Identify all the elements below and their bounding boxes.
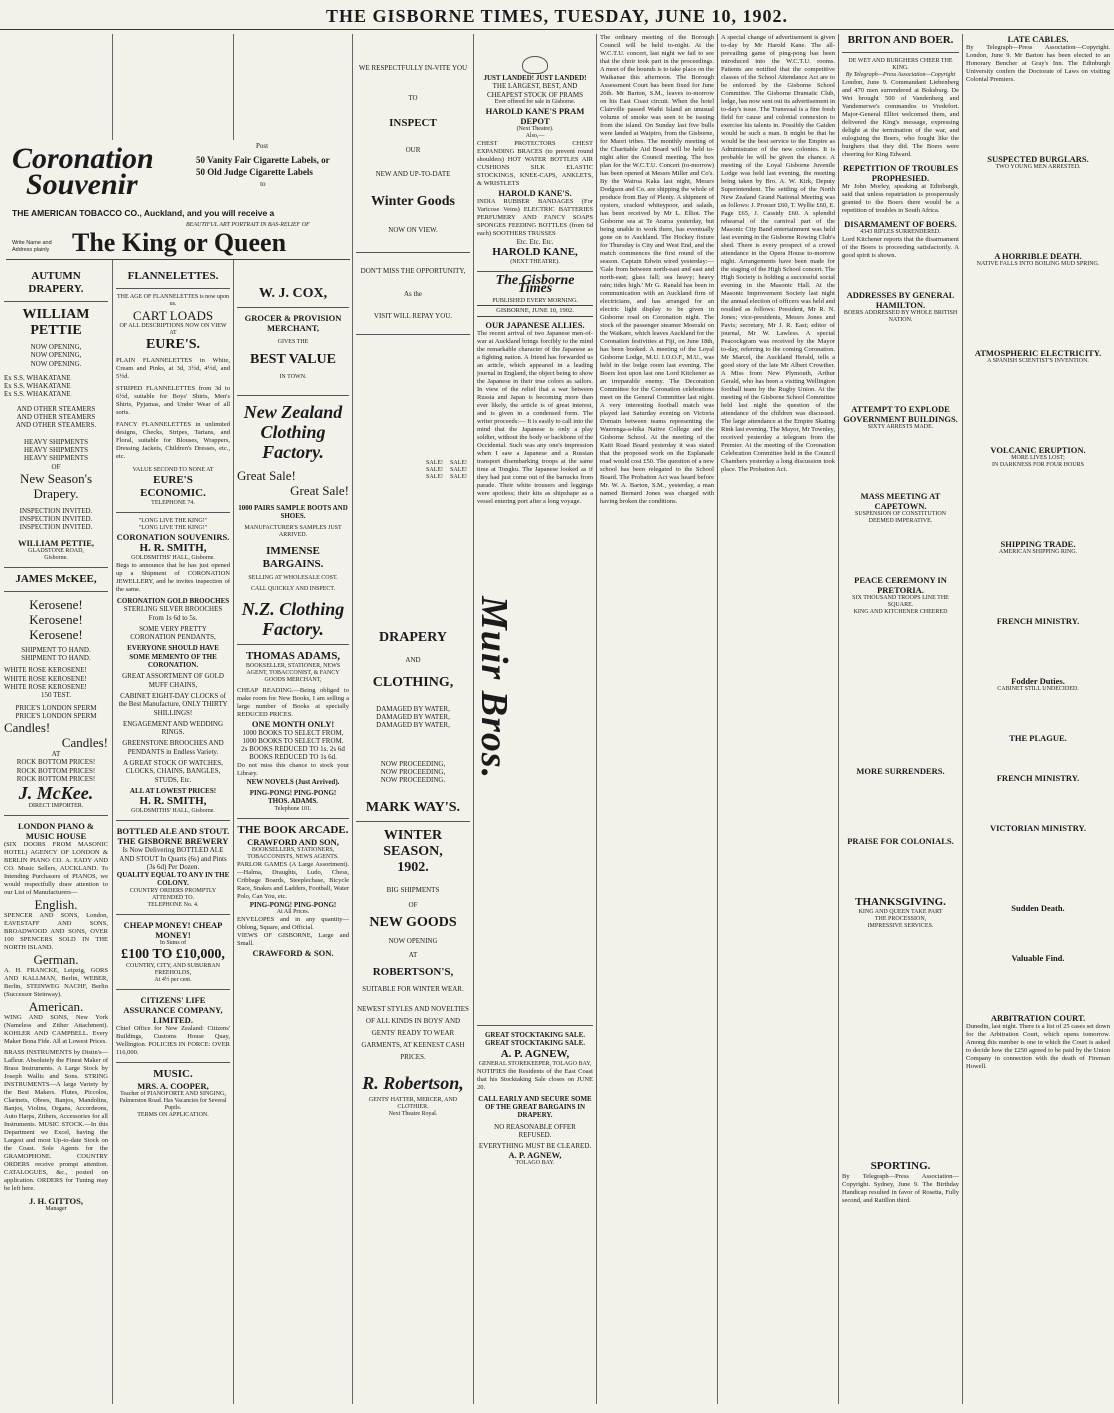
next-theatre: (Next Theatre).	[516, 125, 554, 132]
drapery-heading: DRAPERY	[379, 630, 447, 646]
spanish-sub: A SPANISH SCIENTIST'S INVENTION.	[987, 358, 1089, 364]
manager-label: Manager	[45, 1206, 67, 1213]
smith-heading: H. R. SMITH,	[139, 542, 207, 554]
markways-heading: MARK WAY'S.	[365, 800, 461, 816]
cheap-reading-text: CHEAP READING.—Being obliged to make room for New Books, I am selling a large number of Books at specially REDUCED PRICES.	[237, 686, 349, 718]
to-line: TO	[408, 94, 418, 103]
editorial-heading: OUR JAPANESE ALLIES.	[485, 320, 585, 331]
cart-loads-sub: OF ALL DESCRIPTIONS NOW ON VIEW AT	[119, 323, 227, 336]
visit-line: VISIT WILL REPAY YOU.	[373, 312, 453, 321]
king-queen-sub: KING AND QUEEN TAKE PART	[858, 909, 943, 915]
kerosene-1: Kerosene!	[29, 596, 83, 612]
sale-word: SALE!	[450, 467, 467, 474]
call-line: CALL QUICKLY AND INSPECT.	[250, 585, 336, 592]
everyone-line: EVERYONE SHOULD HAVE SOME MEMENTO OF THE CORONATION.	[127, 644, 219, 670]
crawford-signature: CRAWFORD & SON.	[252, 947, 334, 958]
robertson-signature: R. Robertson,	[362, 1072, 464, 1093]
prices-all-line: At All Prices.	[276, 908, 310, 915]
sale-block-2	[450, 460, 470, 481]
percent-line: At 4½ per cent.	[154, 976, 192, 983]
novels-line: NEW NOVELS (Just Arrived).	[246, 777, 340, 786]
views-line: VIEWS OF GISBORNE, Large and Small.	[237, 931, 349, 947]
harold-depot-heading: HAROLD KANE'S PRAM DEPOT	[485, 105, 585, 126]
gittos-signature: J. H. GITTOS,	[29, 1196, 83, 1207]
sudden-death-heading: Sudden Death.	[1011, 903, 1065, 913]
suspension-sub: SUSPENSION OF CONSTITUTION DEEMED IMPERATIVE.	[854, 511, 946, 524]
reduced-line: 2s BOOKS REDUCED TO 1s. 2s 6d BOOKS REDUCED TO 1s 6d.	[241, 745, 345, 762]
pettie-name-2: PETTIE	[30, 323, 82, 338]
price-sperm-line: PRICE'S LONDON SPERM	[15, 711, 97, 720]
brewery-heading: THE GISBORNE BREWERY	[117, 836, 229, 847]
french-ministry-heading-2: FRENCH MINISTRY.	[996, 773, 1080, 783]
notifies-text: NOTIFIES the Residents of the East Coast that his Stocktaking Sale closes on JUNE 20.	[477, 1067, 593, 1091]
horrible-death-heading: A HORRIBLE DEATH.	[994, 251, 1082, 261]
also-line: Also,—	[525, 132, 545, 139]
two-men-sub: TWO YOUNG MEN ARRESTED.	[995, 164, 1081, 170]
arrests-sub: SIXTY ARRESTS MADE.	[867, 424, 934, 430]
damaged-line: DAMAGED BY WATER,	[376, 721, 450, 730]
at-label: AT	[51, 750, 61, 759]
book-arcade-heading: THE BOOK ARCADE.	[237, 823, 349, 836]
shipment-line: SHIPMENT TO HAND.	[21, 654, 91, 663]
disarm-heading: DISARMAMENT OF BOERS.	[844, 219, 957, 229]
new-goods-heading: NEW GOODS	[369, 915, 457, 931]
no-reasonable-line: NO REASONABLE OFFER REFUSED.	[494, 1122, 576, 1139]
direct-importer: DIRECT IMPORTER.	[28, 803, 84, 810]
six-thousand-sub: SIX THOUSAND TROOPS LINE THE SQUARE.	[852, 595, 949, 608]
white-rose-line: WHITE ROSE KEROSENE!	[4, 674, 87, 683]
drapery-label: Drapery.	[33, 485, 79, 501]
candles-2: Candles!	[61, 735, 108, 751]
shipment-line: SHIPMENT TO HAND.	[21, 645, 91, 654]
at-line: AT	[408, 951, 418, 960]
suitable-line: SUITABLE FOR WINTER WEAR.	[362, 984, 464, 993]
invited-line: INSPECTION INVITED.	[19, 506, 93, 515]
cheap-money-heading: CHEAP MONEY! CHEAP MONEY!	[123, 919, 223, 940]
striped-text: STRIPED FLANNELETTES from 3d to 6½d, suitable for Boys' Shirts, Men's Shirts, Pyjamas, and Under Wear of all sorts.	[116, 385, 230, 416]
column-rule	[352, 34, 353, 1404]
candles-1: Candles!	[4, 720, 51, 736]
best-value-heading: BEST VALUE	[250, 352, 336, 367]
value-line: VALUE SECOND TO NONE AT	[132, 467, 214, 473]
quality-line: QUALITY EQUAL TO ANY IN THE COLONY.	[116, 871, 230, 888]
dateline: GISBORNE, JUNE 10, 1902.	[477, 305, 593, 317]
winter-goods-heading: Winter Goods	[371, 194, 455, 210]
sums-amount: £100 TO £10,000,	[121, 946, 225, 962]
peace-heading: PEACE CEREMONY IN PRETORIA.	[854, 575, 947, 595]
crawford-text: PARLOR GAMES (A Large Assortment).—Halma, Draughts, Ludo, Chess, Cribbage Boards, Steeplechase, Bicycle Race, Snakes and Ladders, Football, Water Polo, Can You, etc.	[237, 860, 349, 900]
immense-heading: IMMENSE BARGAINS.	[262, 544, 324, 570]
bottled-ale-heading: BOTTLED ALE AND STOUT.	[116, 826, 230, 837]
arbitration-heading: ARBITRATION COURT.	[990, 1013, 1086, 1023]
damaged-line: DAMAGED BY WATER,	[376, 704, 450, 713]
smith-sub-2: GOLDSMITHS' HALL, Gisborne.	[131, 808, 215, 815]
london-piano-heading: LONDON PIANO & MUSIC HOUSE	[17, 821, 95, 842]
sale-word: SALE!	[450, 474, 467, 481]
praise-heading: PRAISE FOR COLONIALS.	[847, 836, 954, 846]
atmospheric-heading: ATMOSPHERIC ELECTRICITY.	[974, 348, 1102, 358]
fodder-heading: Fodder Duties.	[1011, 676, 1065, 686]
citizens-text: Chief Office for New Zealand: Citizens' Buildings, Customs House Quay, Wellington. POLICIES IN FORCE: OVER 116,000.	[116, 1024, 230, 1056]
valuable-find-heading: Valuable Find.	[1011, 953, 1065, 963]
clocks-line: CABINET EIGHT-DAY CLOCKS of the Best Manufacture, ONLY THIRTY SHILLINGS!	[118, 691, 228, 717]
kerosene-3: Kerosene!	[29, 626, 83, 642]
english-label: English.	[34, 897, 78, 913]
arbitration-text: Dunedin, last night. There is a list of 25 cases set down for the Arbitration Court, which opens tomorrow. Among this number is one in which the Court is asked to decide how the £250 agreed to be paid by the Union Company in connection with the death of Fireman Howell.	[966, 1023, 1110, 1070]
rifles-text: Lord Kitchener reports that the disarmament of the Boers is proceeding satisfactorily. A good spirit is shown.	[842, 236, 959, 259]
mass-meeting-heading: MASS MEETING AT CAPETOWN.	[860, 491, 941, 511]
largest-line: THE LARGEST, BEST, AND CHEAPEST STOCK OF PRAMS	[486, 82, 584, 99]
crawford-sub: BOOKSELLERS, STATIONERS, TOBACCONISTS, NEWS AGENTS.	[247, 846, 339, 860]
english-text: SPENCER AND SONS, London, EAVESTAFF AND SONS, BROADWOOD AND SONS, OVER 100 SPENCERS SOLD IN THE NORTH ISLAND.	[4, 912, 108, 952]
adams-signature: THOS. ADAMS.	[268, 797, 318, 806]
price-sperm-line: PRICE'S LONDON SPERM	[15, 703, 97, 712]
cox-heading: W. J. COX,	[258, 286, 328, 301]
post-label: Post	[256, 142, 269, 150]
winter-season-heading: WINTER SEASON,	[383, 828, 443, 860]
column-9	[966, 34, 1110, 1071]
terms-line: TERMS ON APPLICATION.	[137, 1111, 209, 1118]
procession-sub: THE PROCESSION,	[874, 916, 927, 922]
sale-word: SALE!	[426, 460, 443, 467]
victorian-heading: VICTORIAN MINISTRY.	[989, 823, 1087, 833]
opening-line: NOW OPENING.	[30, 359, 82, 368]
repatriation-text: Mr John Morley, speaking at Edinburgh, said that unless repatriation is prosperously granted to the Boers there would be a repetition of troubles in South Africa.	[842, 183, 959, 214]
adams-sub: BOOKSELLER, STATIONER, NEWS AGENT, TOBACCONIST, & FANCY GOODS MERCHANT,	[245, 662, 341, 683]
everything-line: EVERYTHING MUST BE CLEARED.	[478, 1142, 592, 1151]
column-3	[237, 270, 349, 958]
of-label: OF	[51, 462, 61, 471]
sale-word: SALE!	[426, 474, 443, 481]
great-sale-2: Great Sale!	[290, 483, 349, 498]
music-heading: MUSIC.	[153, 1067, 193, 1080]
impressive-sub: IMPRESSIVE SERVICES.	[867, 923, 934, 929]
etc-line: Etc. Etc. Etc.	[516, 237, 554, 246]
agnew-signature: A. P. AGNEW,	[508, 1150, 562, 1161]
clothing-heading: CLOTHING,	[372, 674, 454, 690]
pettie-name: WILLIAM	[22, 307, 90, 322]
fancy-text: FANCY FLANNELETTES in unlimited designs, Checks, Stripes, Tartans, and Floral, suitable for Blouses, Wrappers, Dressing Jackets, Children's Dresses, etc., etc.	[116, 421, 230, 460]
chest-text: CHEST PROTECTORS CHEST EXPANDING BRACES (to prevent round shoulders) HOT WATER BOTTLES AIR CUSHIONS SILK ELASTIC STOCKINGS, KNEE-CAPS, ANKLETS, & WRISTLETS	[477, 139, 593, 187]
and-line: AND	[405, 656, 421, 665]
great-sale-1: Great Sale!	[237, 468, 296, 483]
india-text: INDIA RUBBER BANDAGES (For Varicose Veins) ELECTRIC BATTERIES PERFUMERY AND FANCY SOAPS SPONGES FEEDING BOTTLES (from 6d each) SOOTHERS TRUSSES	[477, 197, 593, 237]
jmckee-signature: J. McKee.	[18, 783, 94, 804]
long-live-line: "LONG LIVE THE KING!"	[138, 518, 208, 524]
envelopes-line: ENVELOPES and in any quantity—Oblong, Square, and Official.	[237, 915, 349, 931]
column-rule	[838, 34, 839, 1404]
invited-line: INSPECTION INVITED.	[19, 515, 93, 524]
next-theatre-line: Next Theatre Royal.	[388, 1110, 438, 1117]
smith-text: Begs to announce that he has just opened up a Shipment of CORONATION JEWELLERY, and he invites inspection of the same.	[116, 562, 230, 593]
brooches-line: CORONATION GOLD BROOCHES	[116, 597, 230, 605]
country-orders-line: COUNTRY ORDERS PROMPTLY ATTENDED TO.	[129, 887, 217, 901]
adams-heading: THOMAS ADAMS,	[245, 649, 341, 662]
german-label: German.	[33, 952, 79, 968]
column-rule	[596, 34, 597, 1404]
proceeding-line: NOW PROCEEDING,	[380, 767, 446, 776]
local-news-text-2: A special change of advertisement is given to-day by Mr Harold Kane. The all-prevailing game of ping-pong has been introduced into the W.C.T.U. rooms. Patients are notified that the competitive classes of the School Attendance Act are to be enforced by the Gisborne School Committee. The Gisborne Dramatic Club, lodge, has now sent out its advertisement in to-day's issue. The Transvaal is a fine fresh field for cause and colonial connexion to exercise his talents in. Possibly the Gaiden would be such a man. It might be that he would be the best service to the Empire as Administrator of the new colonies. It is probable he will be given the chance. A meeting of the Loyal Gisborne Juvenile Lodge was held last evening, the meeting being taken by Bro. A. W. Kirk, Deputy Superintendent. The settling of the North New Zealand Grand National Meeting was as follows: J. Prosser £60, T. Wyllie £60, E. Page £65, J. Cassidy £60. A splendid rehearsal of the carnival part of the Masonic City Band entertainment was held last evening in the Gisborne Rowing Club's shed. There is every prospect of a crowd attendance in the Opera House to-morrow night. Arrangements have been made for the staging of the High School concert. The High Society is holding a successful social evening in the Masonic Hall. At the Masonic Improvement Society last night the annual election of officers was held and resulted as follows: President, Mr R. N. Jones; vice-presidents, Messrs Jones and Pavis; secretary, Mr J. R. East; editor of journal, Mr W. Lawless. A special Peacockgram was received by the Mayor to-day, referring to the coming Coronation. Mr Marcel, the Auckland Herald, tells a good story of the late Mr Albert Crowther. A Miss from New Plymouth, Arthur Gerald, who has been a visiting Wellington football team by the Rugby Union. At the meeting of the Gisborne School Committee held last night the question of the attendance of the children was discussed. The large attendance at the Empire Skating Rink last evening. The Mayor, Mr Townley, received yesterday a telegram from the Premier. At the meeting of the Coronation Celebration Committee held in the Council Chambers yesterday a long discussion took place. The Probation Act.	[721, 34, 835, 473]
in-town-line: IN TOWN.	[279, 374, 307, 380]
flannelettes-heading: FLANNELETTES.	[127, 270, 219, 282]
portrait-line: BEAUTIFUL ART PORTRAIT IN BAS-RELIEF OF	[186, 222, 310, 228]
published-line: PUBLISHED EVERY MORNING.	[492, 297, 578, 304]
age-line: THE AGE OF FLANNELETTES is now upon us.	[117, 294, 229, 307]
ship-line: Ex S.S. WHAKATANE	[4, 382, 71, 391]
smith-sub: GOLDSMITHS' HALL, Gisborne.	[131, 555, 215, 561]
white-rose-line: WHITE ROSE KEROSENE!	[4, 666, 87, 675]
american-text: WING AND SONS, New York (Nameless and Zither Attachment). KOHLER AND CAMPBELL. Every Maker Bona Fide. All at Lowest Prices.	[4, 1014, 108, 1046]
smith-heading-2: H. R. SMITH,	[139, 795, 207, 808]
attempt-heading: ATTEMPT TO EXPLODE GOVERNMENT BUILDINGS.	[843, 404, 958, 424]
column-7	[721, 34, 835, 1399]
briton-text: London, June 9. Commandant Liebenberg and 470 men surrendered at Boksburg. De Wet brought 500 of Vandenberg and Vandemerwe's commandos to Vredefort. Major-General Elliot welcomed them, and delivered the King's message, expressing delight at the termination of the war, and eulogising the Boers, who fought like the burghers that they did. The Boers were cheering for King Edward.	[842, 79, 959, 158]
more-lives-sub: MORE LIVES LOST;	[1011, 455, 1065, 461]
pretty-line: SOME VERY PRETTY CORONATION PENDANTS,	[130, 624, 216, 642]
books-line: 1000 BOOKS TO SELECT FROM, 1000 BOOKS TO SELECT FROM.	[242, 728, 344, 745]
now-opening-line: NOW OPENING	[388, 937, 438, 946]
american-ring-sub: AMERICAN SHIPPING RING.	[998, 549, 1078, 555]
sporting-text: By Telegraph—Press Association—Copyright. Sydney, June 9. The Birthday Handicap resulted in favor of Rosetta, Fully second, and Ratillon third.	[842, 1173, 959, 1204]
respectfully-line: WE RESPECTFULLY IN-VITE YOU	[358, 64, 468, 72]
cart-loads: CART LOADS	[132, 308, 214, 323]
grocer-heading: GROCER & PROVISION MERCHANT,	[244, 313, 342, 333]
column-1	[4, 270, 108, 1213]
one-month-line: ONE MONTH ONLY!	[251, 718, 335, 729]
long-live-line: "LONG LIVE THE KING!"	[138, 525, 208, 531]
offered-line: Ever offered for sale in Gisborne.	[494, 98, 576, 105]
gents-line: GENTS' HATTER, MERCER, AND CLOTHIER.	[368, 1096, 458, 1110]
steamers-line: AND OTHER STEAMERS	[16, 413, 96, 422]
of-line: OF	[408, 900, 418, 909]
shipping-heading: SHIPPING TRADE.	[1000, 539, 1076, 549]
native-falls-sub: NATIVE FALLS INTO BOILING MUD SPRING.	[976, 261, 1100, 267]
column-2	[116, 270, 230, 1119]
column-rule	[717, 34, 718, 1404]
sale-word: SALE!	[450, 460, 467, 467]
selling-line: SELLING AT WHOLESALE COST.	[248, 574, 338, 581]
eures-heading-2: EURE'S	[153, 474, 193, 486]
lowest-line: ALL AT LOWEST PRICES!	[129, 786, 217, 795]
telephone-line: TELEPHONE 74.	[151, 500, 195, 506]
gisborne-label: Gisborne.	[44, 554, 68, 561]
kerosene-2: Kerosene!	[29, 611, 83, 627]
autumn-drapery-heading: AUTUMN DRAPERY.	[28, 270, 84, 295]
agnew-sub: GENERAL STOREKEEPER, TOLAGO BAY,	[478, 1060, 592, 1067]
more-surrenders-heading: MORE SURRENDERS.	[856, 766, 945, 776]
heavy-line: HEAVY SHIPMENTS	[24, 454, 88, 463]
editorial-text: The recent arrival of two Japanese men-of-war at Auckland brings forcibly to the mind the remarkable character of the Japanese as a fighting nation. A friend has forwarded us an article, which appeared in a leading journal in England, the object being to show the Japanese in their true colors as sailors. In view of the relief that a war between Russia and Japan is becoming more than ever likely, the article is of great interest, and is given in a condensed form. The writer proceeds:— It is easily to call into the mind that the Japanese is only a play soldier, without the body or backbone of the Occidental. Such was any one's impression when I saw a Japanese and a Russian transport disembarking troops at the same time at Tongku. The Japanese looked as if they had just come out of the barracks from parade. Their white trousers and leggings were spotless; their kits as shipshape as a vessel entering port after a long voyage.	[477, 330, 593, 506]
test-label: 150 TEST.	[40, 691, 72, 700]
damaged-line: DAMAGED BY WATER,	[376, 712, 450, 721]
dewet-subheading: DE WET AND BURGHERS CHEER THE KING.	[848, 58, 953, 71]
rock-bottom-line: ROCK BOTTOM PRICES!	[16, 766, 96, 775]
early-line: CALL EARLY AND SECURE SOME OF THE GREAT BARGAINS IN DRAPERY.	[478, 1094, 592, 1120]
label-offer: 50 Vanity Fair Cigarette Labels, or 50 Old Judge Cigarette Labels to	[196, 155, 330, 188]
agnew-heading: A. P. AGNEW,	[500, 1047, 570, 1060]
brass-text: BRASS INSTRUMENTS by Distin's—Lafleur. Absolutely the Finest Maker of Brass Instruments. A Large Stock by Joseph Wallis and Sons. STRING INSTRUMENTS—A large Variety by the Best Makers. Flutes, Piccolos, Clarinets, Oboes, Banjos, Mandolins, Banjos, Violins, Organs, Accordeons, Auto Harps, Zithers, Accessories for all Instruments. MUSIC STOCK.—In this Department we Excel, having the Largest and most Up-to-date Stock on the Coast. Sole Agents for the GRAMOPHONE. COUNTRY ORDERS receive prompt attention. CATALOGUES, &c., posted on application. ORDERS for Tuning may be left here.	[4, 1049, 108, 1193]
volcanic-heading: VOLCANIC ERUPTION.	[990, 445, 1086, 455]
rifles-subheading: 4343 RIFLES SURRENDERED.	[860, 229, 941, 235]
gladstone-road: GLADSTONE ROAD,	[28, 547, 84, 554]
ship-line: Ex S.S. WHAKATANE	[4, 373, 71, 382]
next-theatre-2: (NEXT THEATRE).	[510, 259, 560, 266]
king-or-queen: The King or Queen	[72, 228, 287, 257]
nz-factory-heading: New Zealand Clothing Factory.	[243, 402, 343, 462]
american-label: American.	[28, 999, 84, 1015]
harold-heading-2: HAROLD KANE'S.	[498, 187, 572, 198]
pettie-signature: WILLIAM PETTIE,	[17, 537, 95, 548]
stocktaking-heading: GREAT STOCKTAKING SALE. GREAT STOCKTAKING SALE.	[484, 1031, 586, 1048]
opening-line: NOW OPENING,	[30, 351, 82, 360]
as-the-line: As the	[403, 289, 423, 298]
sums-line: In Sums of	[159, 939, 187, 946]
late-cables-heading: LATE CABLES.	[1007, 34, 1069, 44]
our-line: OUR	[405, 145, 421, 154]
sale-word: SALE!	[426, 467, 443, 474]
ping-pong-line: PING-PONG! PING-PONG!	[249, 789, 337, 798]
big-shipments-line: BIG SHIPMENTS	[386, 886, 440, 895]
briton-boer-heading: BRITON AND BOER.	[847, 34, 954, 46]
nz-factory-heading-2: N.Z. Clothing Factory.	[241, 598, 345, 639]
crawford-heading: CRAWFORD AND SON,	[247, 836, 339, 847]
proceeding-line: NOW PROCEEDING.	[380, 776, 446, 785]
gives-line: GIVES THE	[277, 339, 309, 345]
economic-heading: ECONOMIC.	[140, 487, 206, 499]
delivering-line: Is Now Delivering BOTTLED ALE AND STOUT In Quarts (6s) and Pints (3s 6d) Per Dozen.	[119, 846, 227, 871]
newest-line: NEWEST STYLES AND NOVELTIES OF ALL KINDS IN BOYS' AND GENTS' READY TO WEAR GARMENTS, AT KEENEST CASH PRICES.	[357, 1004, 469, 1061]
london-piano-text: (SIX DOORS FROM MASONIC HOTEL) AGENCY OF LONDON & BERLIN PIANO CO. A. EADY AND CO. Music Sellers, AUCKLAND. To Intending Purchasers of PIANOS, we would respectfully draw attention to our List of Manufacturers—	[4, 841, 108, 897]
year-heading: 1902.	[397, 860, 429, 876]
citizens-heading: CITIZENS' LIFE ASSURANCE COMPANY, LIMITED.	[123, 994, 223, 1025]
ping-pong-line-2: PING-PONG! PING-PONG!	[249, 900, 337, 909]
masthead: THE GISBORNE TIMES, TUESDAY, JUNE 10, 1902.	[0, 6, 1114, 30]
cooper-heading: MRS. A. COOPER,	[137, 1080, 209, 1091]
inspect-heading: INSPECT	[389, 116, 437, 129]
column-8	[842, 34, 959, 1205]
telephone-line-2: TELEPHONE No. 4.	[147, 901, 199, 908]
steamers-line: AND OTHER STEAMERS	[16, 404, 96, 413]
king-kitchener-sub: KING AND KITCHENER CHEERED	[853, 609, 948, 615]
column-4	[356, 34, 470, 1118]
french-ministry-heading: FRENCH MINISTRY.	[996, 616, 1080, 626]
library-line: Do not miss this chance to stock your Library.	[237, 761, 349, 777]
manuf-line: MANUFACTURER'S SAMPLES JUST ARRIVED.	[244, 524, 342, 538]
press-credit: By Telegraph—Press Association—Copyright	[845, 72, 956, 78]
plague-heading: THE PLAGUE.	[1009, 733, 1067, 743]
heavy-line: HEAVY SHIPMENTS	[24, 437, 88, 446]
heavy-line: HEAVY SHIPMENTS	[24, 445, 88, 454]
german-text: A. H. FRANCKE, Leipzig, GORS AND KALLMAN, Berlin, WEBER, Berlin, STEINWEG NACHF, Berlin (Successor Steinway).	[4, 967, 108, 999]
silver-line: STERLING SILVER BROOCHES From 1s 6d to 5s.	[123, 605, 223, 622]
white-rose-line: WHITE ROSE KEROSENE!	[4, 682, 87, 691]
now-view-line: NOW ON VIEW.	[388, 226, 438, 235]
crest-icon	[522, 56, 548, 74]
just-landed-line: JUST LANDED! JUST LANDED!	[483, 74, 587, 82]
darkness-sub: IN DARKNESS FOR FOUR HOURS	[991, 462, 1085, 468]
rock-bottom-line: ROCK BOTTOM PRICES!	[16, 775, 96, 784]
proceeding-line: NOW PROCEEDING,	[380, 759, 446, 768]
american-tobacco-line: THE AMERICAN TOBACCO CO., Auckland, and you will receive a	[12, 208, 275, 218]
repatriation-heading: REPETITION OF TROUBLES PROPHESIED.	[842, 163, 959, 183]
coronation-souvenirs-heading: CORONATION SOUVENIRS.	[116, 532, 230, 542]
harold-heading-3: HAROLD KANE,	[492, 246, 578, 259]
column-rule	[962, 34, 963, 1404]
coronation-title: Coronation	[12, 142, 154, 175]
engage-line: ENGAGEMENT AND WEDDING RINGS.	[122, 719, 224, 737]
cabinet-sub: CABINET STILL UNDECIDED.	[997, 686, 1079, 692]
burglars-heading: SUSPECTED BURGLARS.	[987, 154, 1089, 164]
new-line: NEW AND UP-TO-DATE	[375, 169, 451, 178]
freeholds-line: COUNTRY, CITY, AND SUBURBAN FREEHOLDS,	[126, 962, 220, 976]
invited-line: INSPECTION INVITED.	[19, 523, 93, 532]
opening-line: NOW OPENING,	[30, 343, 82, 351]
column-6	[600, 34, 714, 1399]
boers-address-sub: BOERS ADDRESSED BY WHOLE BRITISH NATION.	[843, 310, 958, 323]
coronation-souvenir-ad	[6, 140, 350, 260]
ship-line: Ex S.S. WHAKATANE	[4, 390, 71, 399]
new-seasons: New Season's	[19, 470, 93, 486]
great-stock-line: A GREAT STOCK OF WATCHES, CLOCKS, CHAINS, BANGLES, STUDS, Etc.	[123, 759, 223, 784]
gold-line: GREAT ASSORTMENT OF GOLD MUFF CHAINS,	[122, 672, 224, 689]
tolago-line: TOLAGO BAY.	[515, 1160, 555, 1167]
pairs-line: 1000 PAIRS SAMPLE BOOTS AND SHOES.	[238, 504, 348, 521]
muir-bros-vertical: Muir Bros.	[473, 596, 515, 780]
plain-text: PLAIN FLANNELETTES in White, Cream and Pinks, at 3d, 3½d, 4½d, and 5½d.	[116, 357, 230, 380]
eures-heading: EURE'S.	[145, 337, 201, 352]
thanksgiving-heading: THANKSGIVING.	[855, 896, 946, 908]
local-news-text: The ordinary meeting of the Borough Council will be held to-night. At the W.C.T.U. concert, last night we fail to see that the choir took part in the proceedings. A meet of the hounds is to take place on the Waikanae this afternoon. The Borough Assessment Court has been fixed for June 26th. Mr Barton, S.M., leaves to-morrow on his East Coast circuit. When the hotel Clairville passed Waihi Island an unusual volume of smoke was seen to be issuing from the island. On Sunday last five bulls were landed at Waipiro, from the Gisborne, for Maori tribes. The monthly meeting of the Charitable Aid Board will be held to-night after the Council meeting. The box plan for the W.C.T.U. Concert (to-morrow) has been opened at Messrs Miller and Co's. By the Wairoa Kaka last night, Messrs Dodgson and Co. are shipping the whole of produce from Bay of Plenty. A shipment of oysters, cracked whiteypoor, and salads, has been received by Mr L. Elliot. The Gisborne sea at Te Araroa yesterday, but being unable to work there, has eventually gone on to Auckland. The Hockey fixture for Thursday is City and West End, and the match commences the first round of the season. Captain Edwin wired yesterday:— 'Gale from between north-east and east and north-east; glass fall; sea heavy; heavy rain; tides high.' Mr G. Ranald has been in communication with an Auckland firm of electricians, and has arranged for an electric light display to be given in Gisborne road on Coronation night. The stock of the passenger steamer Moeraki on the Waikare, which leaves Auckland for the Coronation festivities at Fiji, on June 18th, has been booked. A meeting of the Loyal Gisborne Lodge, M.U. I.O.O.F., M.U., was held in the lodge room last evening. The Boers lost upon last one Lord Kitchener as an irreparable enemy. The Decoration Committee for the Coronation celebrations meet on the General Committee last night. A very interesting football match was played last Saturday evening on Victoria Domain between teams representing the Waerenga-a-hika Native College and the Gisborne School. At the meeting of the Kaiti Road Board yesterday it was stated that the proposed work on the Esplanade road would cost £50. The question of a new school has been relegated to the School Board. The Probation Act was heard before Mr. W. A. Barton, S.M., yesterday, a man named Bernard Jones was charged with having broken the conditions.	[600, 34, 714, 505]
souvenir-title: Souvenir	[26, 168, 138, 201]
telephone-line-3: Telephone 101.	[274, 805, 312, 812]
gisborne-times-title: The Gisborne Times	[495, 273, 575, 297]
greenstone-line: GREENSTONE BROOCHES AND PENDANTS in Endless Variety.	[122, 739, 224, 756]
dont-miss-line: DON'T MISS THE OPPORTUNITY,	[360, 267, 466, 276]
addresses-heading: ADDRESSES BY GENERAL HAMILTON.	[846, 290, 955, 310]
column-5	[473, 34, 593, 1167]
sporting-heading: SPORTING.	[870, 1160, 931, 1172]
cables-text: By Telegraph—Press Association—Copyright. London, June 9. Mr Barton has been elected to an Honorary Bencher at Gray's Inn. The Edinburgh University confers the Doctorate of Laws on visiting Colonial Premiers.	[966, 44, 1110, 83]
james-mckee-heading: JAMES McKEE,	[15, 572, 97, 585]
robertson-heading: ROBERTSON'S,	[372, 965, 454, 978]
write-name-note: Write Name and Address plainly	[12, 240, 52, 253]
cooper-text: Teacher of PIANOFORTE AND SINGING, Palmerston Road. Has Vacancies for Several Pupils.	[119, 1090, 227, 1111]
rock-bottom-line: ROCK BOTTOM PRICES!	[16, 758, 96, 767]
steamers-line: AND OTHER STEAMERS.	[15, 421, 97, 430]
